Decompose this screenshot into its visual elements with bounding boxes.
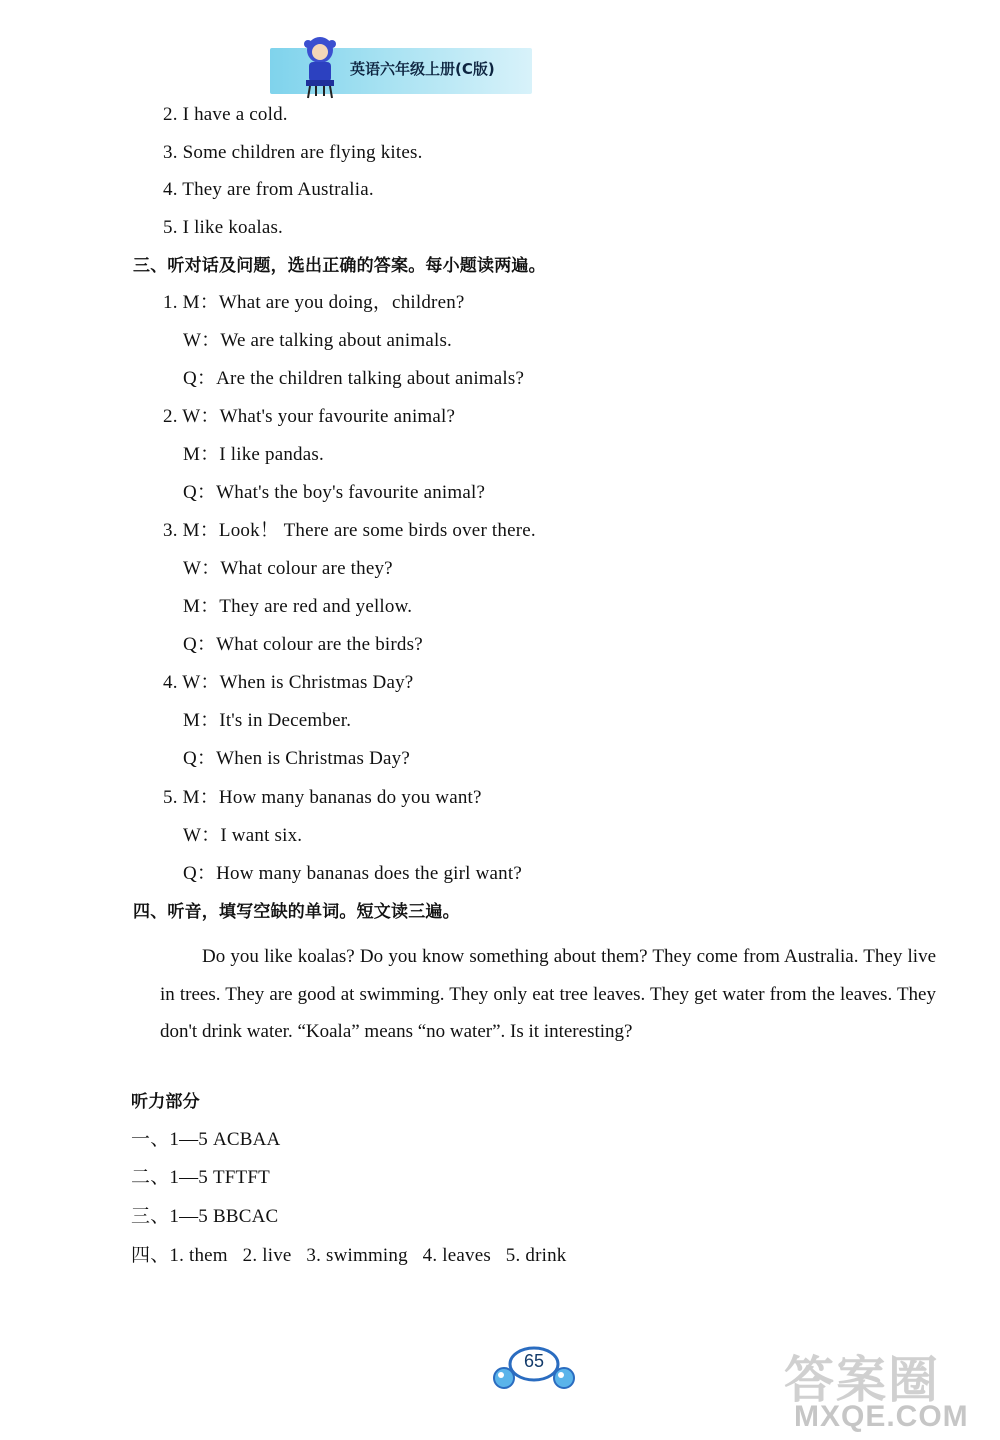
page-number: 65 [523,1351,545,1371]
dialogue-line: M：It's in December. [183,710,352,731]
answer-line: 二、1—5 TFTFT [131,1167,270,1188]
page-header [270,34,532,100]
dialogue-line: M：I like pandas. [183,444,324,465]
dialogue-line: 2. W：What's your favourite animal? [163,406,456,427]
text-line: 4. They are from Australia. [163,179,374,200]
watermark-logo: 答案圈 [784,1351,940,1409]
dialogue-line: W：What colour are they? [183,558,393,579]
dialogue-line: 3. M：Look！ There are some birds over there. [163,520,536,541]
dialogue-line: Q：What's the boy's favourite animal? [183,482,486,503]
answer-line: 一、1—5 ACBAA [131,1129,281,1150]
dialogue-line: 4. W：When is Christmas Day? [163,672,414,693]
dialogue-line: Q：What colour are the birds? [183,634,423,655]
dialogue-line: Q：When is Christmas Day? [183,748,410,769]
passage-paragraph: Do you like koalas? Do you know something about them? They come from Australia. They live in trees. They are good at swimming. They only eat tree leaves. They get water from the leaves. They don't drink water. “Koala” means “no water”. Is it interesting? [160,946,936,1042]
dialogue-line: Q：How many bananas does the girl want? [183,863,522,884]
dialogue-line: Q：Are the children talking about animals? [183,368,525,389]
dialogue-line: M：They are red and yellow. [183,596,413,617]
answer-line: 四、1. them 2. live 3. swimming 4. leaves 5. drink [131,1245,567,1266]
page-number-badge [492,1336,576,1392]
dialogue-line: 1. M：What are you doing，children? [163,292,465,313]
watermark-text: MXQE.COM [794,1400,969,1433]
dialogue-line: W：We are talking about animals. [183,330,452,351]
girl-mascot-icon [288,34,352,100]
dialogue-line: 5. M：How many bananas do you want? [163,787,482,808]
answer-line: 三、1—5 BBCAC [131,1206,279,1227]
answers-heading: 听力部分 [131,1092,200,1112]
text-line: 3. Some children are flying kites. [163,142,423,163]
dialogue-line: W：I want six. [183,825,303,846]
header-title: 英语六年级上册(C版) [350,60,495,78]
section-heading-4: 四、听音，填写空缺的单词。短文读三遍。 [133,902,460,922]
section-heading-3: 三、听对话及问题，选出正确的答案。每小题读两遍。 [133,256,546,276]
watermark [780,1340,992,1436]
text-line: 2. I have a cold. [163,104,288,125]
text-line: 5. I like koalas. [163,217,284,238]
